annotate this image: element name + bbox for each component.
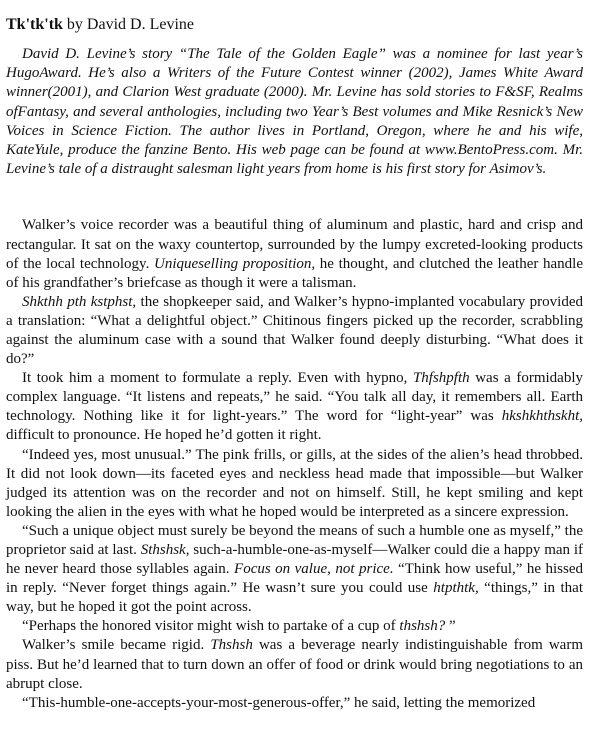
page <box>6 14 583 713</box>
paragraph-7: Walker’s smile became rigid. Thshsh was a beverage nearly indistinguishable from warm piss. But he’d learned that to turn down an offer of food or drink would bring negotiations to an abrupt close. <box>6 637 583 692</box>
story-byline: by David D. Levine <box>66 16 194 33</box>
paragraph-4: “Indeed yes, most unusual.” The pink frills, or gills, at the sides of the alien’s head throbbed. It did not look down—its faceted eyes and neckless head made that impossible—but Walker judged its attention was on the recorder and not on himself. Still, he kept smiling and kept looking the alien in the eyes with what he hoped would be interpreted as a sincere expression. <box>6 446 583 520</box>
paragraph-1: Walker’s voice recorder was a beautiful thing of aluminum and plastic, hard and crisp and rectangular. It sat on the waxy countertop, surrounded by the lumpy excreted-looking products of the local technology. Uniqueselling proposition, he thought, and clutched the leather handle of his grandfather’s briefcase as though it were a talisman. <box>6 217 583 291</box>
story-title-line <box>6 14 583 36</box>
author-intro: David D. Levine’s story “The Tale of the Golden Eagle” was a nominee for last year’s HugoAward. He’s also a Writers of the Future Contest winner (2002), James White Award winner(2001), and Clarion West graduate (2000). Mr. Levine has sold stories to F&SF, Realms ofFantasy, and several anthologies, including two Year’s Best volumes and Mike Resnick’s New Voices in Science Fiction. The author lives in Portland, Oregon, where he and his wife, KateYule, produce the fanzine Bento. His web page can be found at www.BentoPress.com. Mr. Levine’s tale of a distraught salesman light years from home is his first story for Asimov’s. <box>6 46 583 178</box>
paragraph-6: “Perhaps the honored visitor might wish to partake of a cup of thshsh? ” <box>22 618 456 635</box>
story-body <box>6 216 583 712</box>
paragraph-5: “Such a unique object must surely be beyond the means of such a humble one as myself,” the proprietor said at last. Sthshsk, such-a-humble-one-as-myself—Walker could die a happy man if he never heard those syllables again. Focus on value, not price. “Think how useful,” he hissed in reply. “Never forget things again.” He wasn’t sure you could use htpthtk, “things,” in that way, but he hoped it got the point across. <box>6 522 584 616</box>
paragraph-2: Shkthh pth kstphst, the shopkeeper said, and Walker’s hypno-implanted vocabulary provided a translation: “What a delightful object.” Chitinous fingers picked up the recorder, scrabbling against the aluminum case with a sound that Walker found deeply disturbing. “What does it do?” <box>6 293 583 368</box>
paragraph-3: It took him a moment to formulate a reply. Even with hypno, Thfshpfth was a formidably complex language. “It listens and repeats,” he said. “You talk all day, it remembers all. Earth technology. Nothing like it for light-years.” The word for “light-year” was hkshkhthskht, difficult to pronounce. He hoped he’d gotten it right. <box>6 370 584 444</box>
paragraph-8: “This-humble-one-accepts-your-most-generous-offer,” he said, letting the memorized <box>22 694 536 711</box>
story-title: Tk'tk'tk <box>6 16 63 33</box>
